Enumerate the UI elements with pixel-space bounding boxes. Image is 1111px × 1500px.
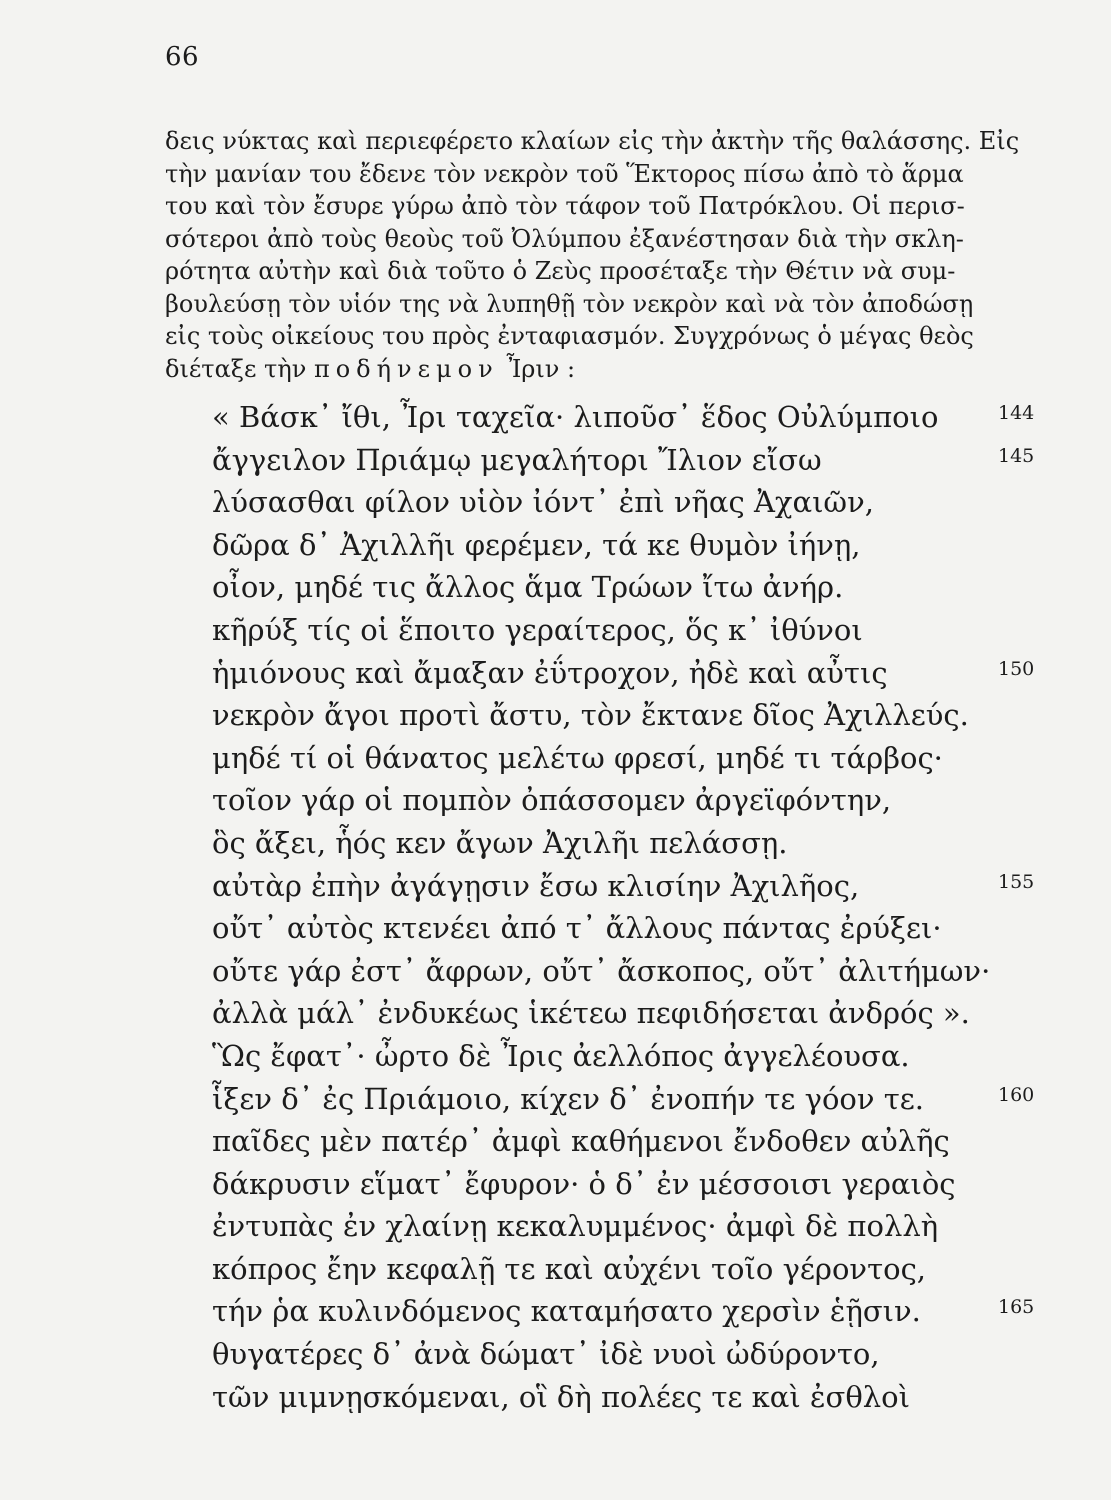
prose-paragraph: [165, 125, 1025, 385]
verse-text: αὐτὰρ ἐπὴν ἀγάγῃσιν ἔσω κλισίην Ἀχιλῆος,: [212, 868, 860, 903]
verse-text: δάκρυσιν εἵματ᾽ ἔφυρον· ὁ δ᾽ ἐν μέσσοισι γεραιὸς: [212, 1166, 956, 1201]
line-number: 145: [998, 444, 1035, 467]
verse-text: κόπρος ἔην κεφαλῇ τε καὶ αὐχένι τοῖο γέροντος,: [212, 1251, 927, 1286]
verse-text: τῶν μιμνῃσκόμεναι, οἳ δὴ πολέες τε καὶ ἐσθλοὶ: [212, 1379, 910, 1414]
verse-line: [212, 1290, 1072, 1333]
verse-line: [212, 822, 1072, 865]
verse-line: [212, 439, 1072, 482]
verse-text: ἄγγειλον Πριάμῳ μεγαλήτορι Ἴλιον εἴσω: [212, 442, 822, 477]
verse-text: Ὣς ἔφατ᾽· ὦρτο δὲ Ἶρις ἀελλόπος ἀγγελέουσα.: [212, 1038, 910, 1073]
verse-text: τήν ῥα κυλινδόμενος καταμήσατο χερσὶν ἑῇσιν.: [212, 1294, 921, 1329]
verse-line: [212, 1078, 1072, 1121]
verse-block: [212, 396, 1072, 1418]
verse-text: οὔτε γάρ ἐστ᾽ ἄφρων, οὔτ᾽ ἄσκοπος, οὔτ᾽ ἀλιτήμων·: [212, 953, 991, 988]
line-number: 165: [998, 1296, 1035, 1319]
verse-line: [212, 524, 1072, 567]
line-number: 160: [998, 1083, 1035, 1106]
verse-line: [212, 566, 1072, 609]
verse-line: [212, 481, 1072, 524]
verse-text: ἡμιόνους καὶ ἄμαξαν ἐΰτροχον, ἠδὲ καὶ αὖτις: [212, 655, 888, 690]
prose-line: βουλεύσῃ τὸν υἱόν της νὰ λυπηθῇ τὸν νεκρὸν καὶ νὰ τὸν ἀποδώσῃ: [165, 289, 974, 318]
verse-line: [212, 1248, 1072, 1291]
line-number: 155: [998, 870, 1035, 893]
prose-line: ρότητα αὐτὴν καὶ διὰ τοῦτο ὁ Ζεὺς προσέταξε τὴν Θέτιν νὰ συμ-: [165, 257, 956, 285]
prose-line: σότεροι ἀπὸ τοὺς θεοὺς τοῦ Ὀλύμπου ἐξανέστησαν διὰ τὴν σκλη-: [165, 224, 964, 253]
verse-text: ἐντυπὰς ἐν χλαίνῃ κεκαλυμμένος· ἀμφὶ δὲ πολλὴ: [212, 1209, 939, 1244]
prose-line-last: [165, 353, 1025, 386]
verse-line: [212, 1035, 1072, 1078]
verse-text: οὔτ᾽ αὐτὸς κτενέει ἀπό τ᾽ ἄλλους πάντας ἐρύξει·: [212, 911, 942, 946]
verse-text: θυγατέρες δ᾽ ἀνὰ δώματ᾽ ἰδὲ νυοὶ ὠδύροντο,: [212, 1337, 880, 1372]
prose-line: δεις νύκτας καὶ περιεφέρετο κλαίων εἰς τὴν ἀκτὴν τῆς θαλάσσης. Εἰς: [165, 127, 1020, 155]
verse-text: δῶρα δ᾽ Ἀχιλλῆι φερέμεν, τά κε θυμὸν ἰήνῃ,: [212, 527, 861, 562]
line-number: 144: [998, 402, 1035, 424]
verse-text: νεκρὸν ἄγοι προτὶ ἄστυ, τὸν ἔκτανε δῖος Ἀχιλλεύς.: [212, 698, 969, 733]
verse-line: [212, 1120, 1072, 1163]
verse-line: [212, 1163, 1072, 1206]
prose-line: εἰς τοὺς οἰκείους του πρὸς ἐνταφιασμόν. Συγχρόνως ὁ μέγας θεὸς: [165, 322, 974, 350]
verse-line: [212, 779, 1072, 822]
verse-text: κῆρύξ τίς οἱ ἕποιτο γεραίτερος, ὅς κ᾽ ἰθύνοι: [212, 612, 863, 647]
prose-text: διέταξε τὴν: [165, 354, 307, 383]
verse-line: [212, 652, 1072, 695]
verse-line: [212, 907, 1072, 950]
verse-line: [212, 1376, 1072, 1419]
verse-text: παῖδες μὲν πατέρ᾽ ἀμφὶ καθήμενοι ἔνδοθεν αὐλῆς: [212, 1124, 950, 1159]
verse-text: ἷξεν δ᾽ ἐς Πριάμοιο, κίχεν δ᾽ ἐνοπήν τε γόον τε.: [212, 1081, 925, 1116]
verse-text: ἀλλὰ μάλ᾽ ἐνδυκέως ἱκέτεω πεφιδήσεται ἀνδρός ».: [212, 996, 970, 1031]
verse-text: ὃς ἄξει, ἧός κεν ἄγων Ἀχιλῆι πελάσσῃ.: [212, 825, 788, 860]
verse-line: [212, 1205, 1072, 1248]
verse-line: [212, 950, 1072, 993]
verse-line: [212, 609, 1072, 652]
verse-text: τοῖον γάρ οἱ πομπὸν ὀπάσσομεν ἀργεϊφόντην,: [212, 783, 892, 818]
verse-text: οἶον, μηδέ τις ἄλλος ἅμα Τρώων ἴτω ἀνήρ.: [212, 570, 844, 605]
verse-line: [212, 737, 1072, 780]
prose-line: του καὶ τὸν ἔσυρε γύρω ἀπὸ τὸν τάφον τοῦ Πατρόκλου. Οἱ περισ-: [165, 192, 965, 220]
page-number: 66: [165, 42, 200, 72]
prose-text: Ἶριν :: [506, 354, 576, 383]
verse-text: « Βάσκ᾽ ἴθι, Ἶρι ταχεῖα· λιποῦσ᾽ ἕδος Οὐλύμποιο: [212, 400, 939, 434]
prose-line: τὴν μανίαν του ἔδενε τὸν νεκρὸν τοῦ Ἕκτορος πίσω ἀπὸ τὸ ἅρμα: [165, 159, 964, 188]
verse-line: [212, 396, 1072, 439]
verse-text: μηδέ τί οἱ θάνατος μελέτω φρεσί, μηδέ τι τάρβος·: [212, 740, 943, 775]
verse-line: [212, 694, 1072, 737]
verse-line: [212, 992, 1072, 1035]
verse-line: [212, 865, 1072, 908]
spaced-emphasis: ποδήνεμον: [313, 354, 499, 383]
verse-text: λύσασθαι φίλον υἱὸν ἰόντ᾽ ἐπὶ νῆας Ἀχαιῶν,: [212, 485, 874, 520]
verse-line: [212, 1333, 1072, 1376]
line-number: 150: [998, 657, 1035, 680]
